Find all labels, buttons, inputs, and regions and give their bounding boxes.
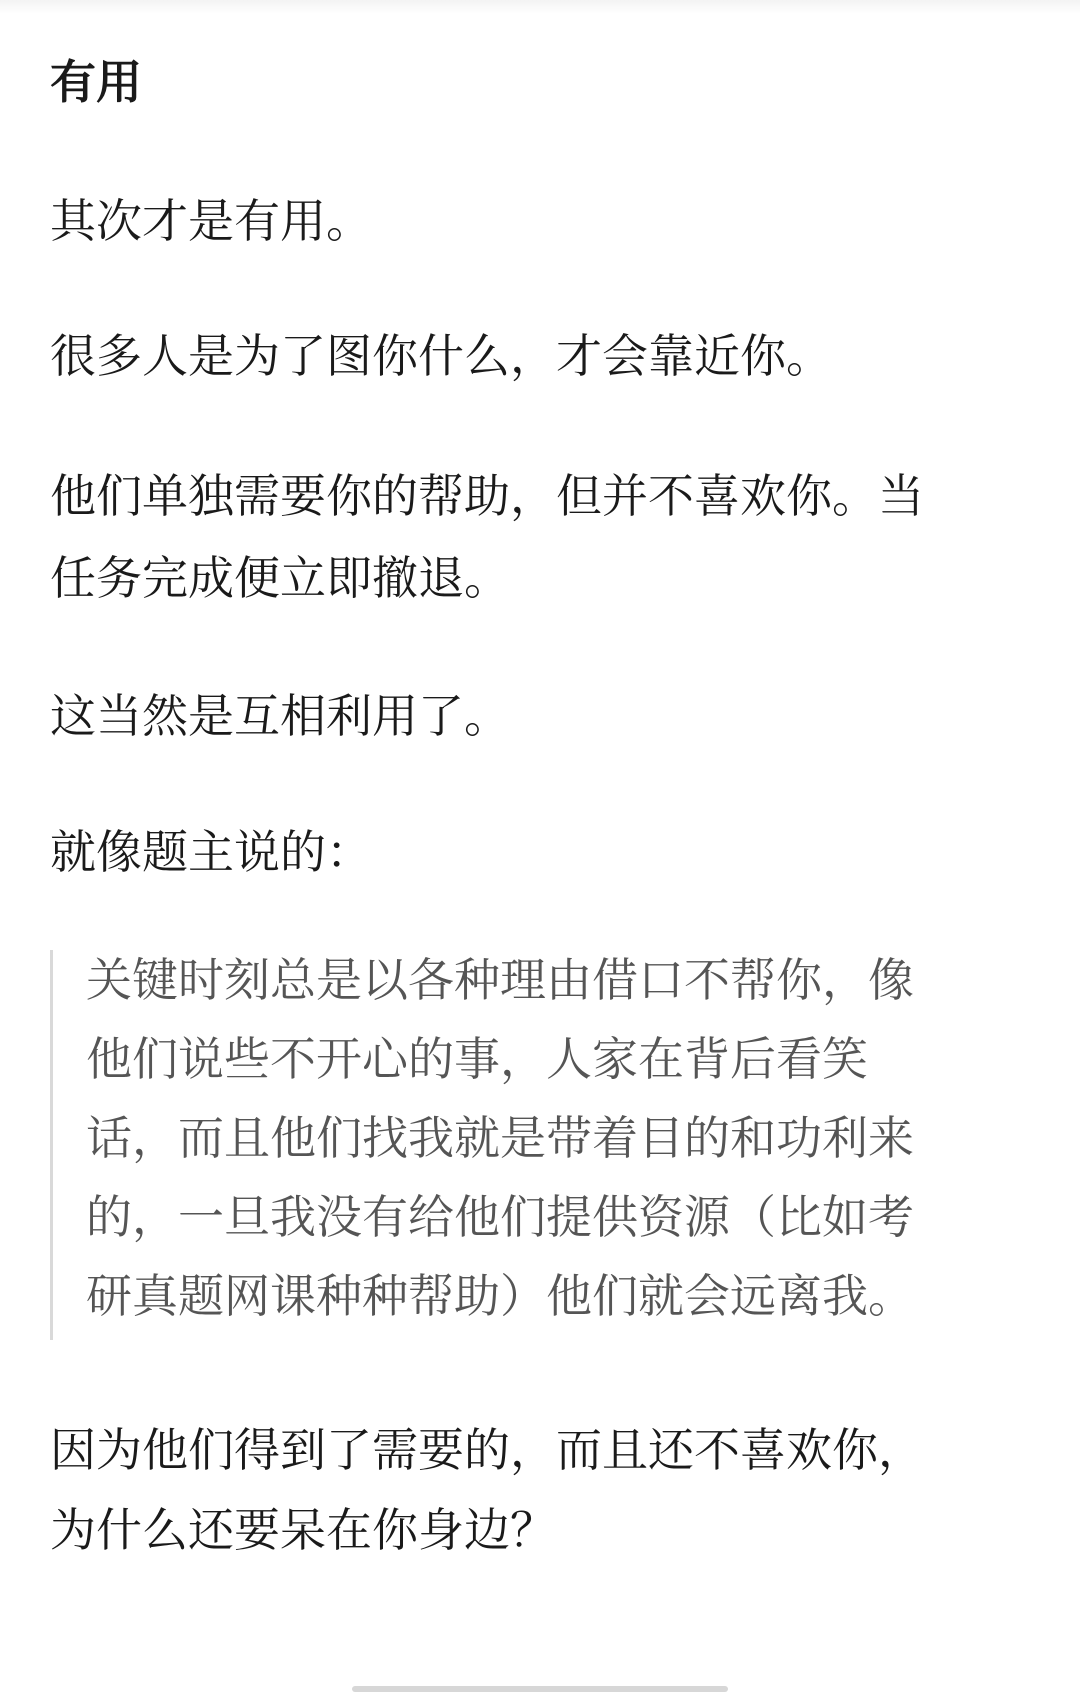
paragraph-1: 其次才是有用。 [50,194,372,248]
quote-line: 研真题网课种种帮助）他们就会远离我。 [86,1269,914,1323]
top-edge-shadow [0,0,1080,14]
paragraph-2: 很多人是为了图你什么，才会靠近你。 [50,329,832,383]
paragraph-4: 这当然是互相利用了。 [50,689,510,743]
paragraph-3-line-2: 任务完成便立即撤退。 [50,551,510,605]
closing-paragraph-line-1: 因为他们得到了需要的，而且还不喜欢你， [50,1423,924,1477]
blockquote [50,950,1023,1340]
paragraph-3-line-1: 他们单独需要你的帮助，但并不喜欢你。当 [50,469,924,523]
home-indicator-bar [352,1686,728,1692]
paragraph-5: 就像题主说的： [50,825,372,879]
quote-line: 话，而且他们找我就是带着目的和功利来 [86,1111,914,1165]
closing-paragraph-line-2: 为什么还要呆在你身边？ [50,1503,556,1557]
quote-line: 他们说些不开心的事，人家在背后看笑 [86,1032,868,1086]
section-heading: 有用 [50,55,142,109]
quote-line: 的，一旦我没有给他们提供资源（比如考 [86,1190,914,1244]
quote-line: 关键时刻总是以各种理由借口不帮你，像 [86,953,914,1007]
